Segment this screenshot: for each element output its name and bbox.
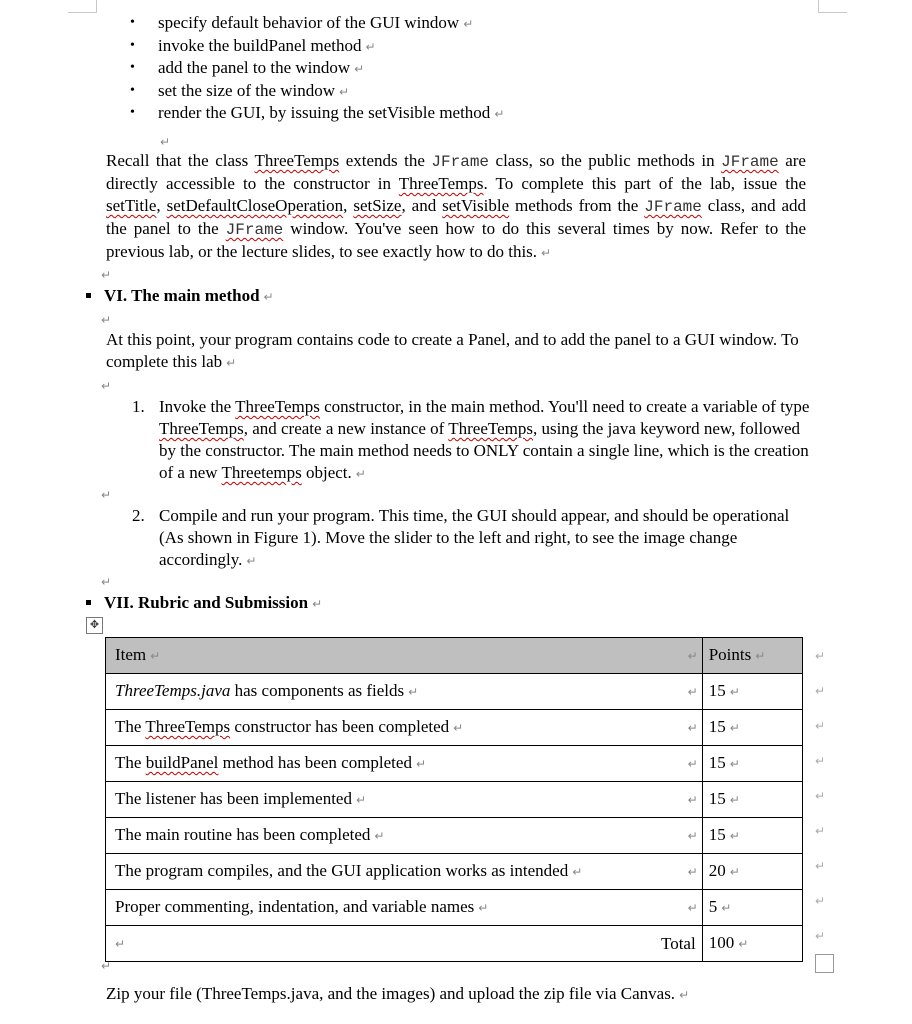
paragraph-mark-icon: ↵ bbox=[541, 246, 552, 260]
paragraph-mark-icon: ↵ bbox=[101, 959, 112, 973]
main-method-intro: At this point, your program contains code to create a Panel, and to add the panel to a GUI window. To complete this lab ↵ bbox=[106, 330, 799, 371]
cell-mark-icon: ↵ bbox=[408, 685, 419, 699]
paragraph-mark-icon: ↵ bbox=[263, 290, 274, 304]
cell-mark-icon: ↵ bbox=[687, 793, 698, 807]
cell-mark-icon: ↵ bbox=[687, 757, 698, 771]
table-resize-handle[interactable] bbox=[815, 954, 834, 973]
cell-mark-icon: ↵ bbox=[729, 685, 740, 699]
section-heading-rubric: VII. Rubric and Submission ↵ bbox=[86, 592, 322, 615]
cell-mark-icon: ↵ bbox=[729, 829, 740, 843]
cell-mark-icon: ↵ bbox=[374, 829, 385, 843]
table-row: The listener has been implemented ↵ ↵ 15 ↵ bbox=[106, 782, 803, 818]
row-end-mark-icon: ↵ bbox=[815, 754, 826, 768]
cell-mark-icon: ↵ bbox=[687, 865, 698, 879]
cell-mark-icon: ↵ bbox=[729, 757, 740, 771]
numbered-item-1: 1. Invoke the ThreeTemps constructor, in the main method. You'll need to create a variable of type ThreeTemps, and create a new instance of ThreeTemps, using the java keyword new, followed by the constructor. The main method needs to ONLY contain a single line, which is the creation of a new Threetemps object. ↵ bbox=[132, 397, 810, 482]
column-header-item: Item bbox=[115, 645, 147, 664]
column-header-points: Points bbox=[708, 645, 752, 664]
bullet-square-icon bbox=[86, 600, 91, 605]
table-row: The ThreeTemps constructor has been completed ↵ ↵ 15 ↵ bbox=[106, 710, 803, 746]
cell-mark-icon: ↵ bbox=[572, 865, 583, 879]
paragraph-mark-icon: ↵ bbox=[101, 268, 112, 282]
paragraph-mark-icon: ↵ bbox=[355, 467, 366, 481]
cell-mark-icon: ↵ bbox=[687, 829, 698, 843]
list-item: • invoke the buildPanel method ↵ bbox=[130, 35, 850, 58]
row-end-mark-icon: ↵ bbox=[815, 824, 826, 838]
paragraph-mark-icon: ↵ bbox=[226, 356, 237, 370]
submission-instructions: Zip your file (ThreeTemps.java, and the images) and upload the zip file via Canvas. ↵ bbox=[106, 984, 690, 1003]
row-end-mark-icon: ↵ bbox=[815, 929, 826, 943]
paragraph-mark-icon: ↵ bbox=[101, 313, 112, 327]
cell-mark-icon: ↵ bbox=[729, 793, 740, 807]
paragraph-mark-icon: ↵ bbox=[463, 17, 474, 31]
row-end-mark-icon: ↵ bbox=[815, 859, 826, 873]
numbered-item-2: 2. Compile and run your program. This time, the GUI should appear, and should be operational (As shown in Figure 1). Move the slider to the left and right, to see the image change accordingly. ↵ bbox=[132, 506, 790, 569]
paragraph-mark-icon: ↵ bbox=[101, 488, 112, 502]
cell-mark-icon: ↵ bbox=[687, 721, 698, 735]
list-item: • add the panel to the window ↵ bbox=[130, 57, 850, 80]
table-move-handle-icon[interactable]: ✥ bbox=[86, 617, 103, 634]
cell-mark-icon: ↵ bbox=[687, 649, 698, 663]
cell-mark-icon: ↵ bbox=[755, 649, 766, 663]
cell-mark-icon: ↵ bbox=[738, 937, 749, 951]
total-label: Total bbox=[661, 933, 696, 953]
paragraph-mark-icon: ↵ bbox=[160, 135, 171, 149]
table-row: The main routine has been completed ↵ ↵ 15 ↵ bbox=[106, 818, 803, 854]
table-row: Proper commenting, indentation, and variable names ↵ ↵ 5 ↵ bbox=[106, 890, 803, 926]
cell-mark-icon: ↵ bbox=[729, 865, 740, 879]
recall-paragraph: Recall that the class ThreeTemps extends the JFrame class, so the public methods in JFrame are directly accessible to the constructor in ThreeTemps. To complete this part of the lab, issue the setTitle, setDefaultCloseOperation, setSize, and setVisible methods from the JFrame class, and add the panel to the JFrame window. You've seen how to do this several times by now. Refer to the previous lab, or the lecture slides, to see exactly how to do this. ↵ bbox=[106, 151, 807, 261]
paragraph-mark-icon: ↵ bbox=[312, 597, 323, 611]
paragraph-mark-icon: ↵ bbox=[365, 39, 376, 54]
row-end-mark-icon: ↵ bbox=[815, 789, 826, 803]
row-end-mark-icon: ↵ bbox=[815, 649, 826, 663]
table-header-row bbox=[106, 638, 803, 674]
table-row: The buildPanel method has been completed ↵ ↵ 15 ↵ bbox=[106, 746, 803, 782]
list-item: • specify default behavior of the GUI window ↵ bbox=[130, 12, 850, 35]
bullet-square-icon bbox=[86, 293, 91, 298]
cell-mark-icon: ↵ bbox=[687, 901, 698, 915]
table-row: ThreeTemps.java has components as fields ↵ ↵ 15 ↵ bbox=[106, 674, 803, 710]
section-heading-main-method: VI. The main method ↵ bbox=[86, 285, 274, 308]
paragraph-mark-icon: ↵ bbox=[679, 988, 690, 1002]
row-end-mark-icon: ↵ bbox=[815, 894, 826, 908]
total-value: 100 bbox=[708, 933, 735, 952]
cell-mark-icon: ↵ bbox=[721, 901, 732, 915]
paragraph-mark-icon: ↵ bbox=[354, 62, 365, 76]
paragraph-mark-icon: ↵ bbox=[246, 554, 257, 568]
cell-mark-icon: ↵ bbox=[355, 793, 367, 807]
paragraph-mark-icon: ↵ bbox=[101, 575, 112, 589]
table-total-row bbox=[106, 926, 803, 962]
cell-mark-icon: ↵ bbox=[150, 649, 161, 663]
rubric-table bbox=[105, 637, 803, 962]
row-end-mark-icon: ↵ bbox=[815, 684, 826, 698]
page-corner-top-left bbox=[68, 0, 97, 13]
cell-mark-icon: ↵ bbox=[453, 721, 464, 735]
paragraph-mark-icon: ↵ bbox=[101, 379, 112, 393]
row-end-mark-icon: ↵ bbox=[815, 719, 826, 733]
cell-mark-icon: ↵ bbox=[415, 757, 427, 771]
cell-mark-icon: ↵ bbox=[115, 937, 126, 951]
cell-mark-icon: ↵ bbox=[478, 901, 489, 915]
cell-mark-icon: ↵ bbox=[687, 685, 698, 699]
list-item: • set the size of the window ↵ bbox=[130, 80, 850, 103]
cell-mark-icon: ↵ bbox=[729, 721, 740, 735]
bullet-list bbox=[130, 12, 850, 125]
list-item: • render the GUI, by issuing the setVisible method ↵ bbox=[130, 102, 850, 125]
table-row: The program compiles, and the GUI application works as intended ↵ ↵ 20 ↵ bbox=[106, 854, 803, 890]
paragraph-mark-icon: ↵ bbox=[494, 107, 505, 121]
paragraph-mark-icon: ↵ bbox=[339, 84, 350, 99]
